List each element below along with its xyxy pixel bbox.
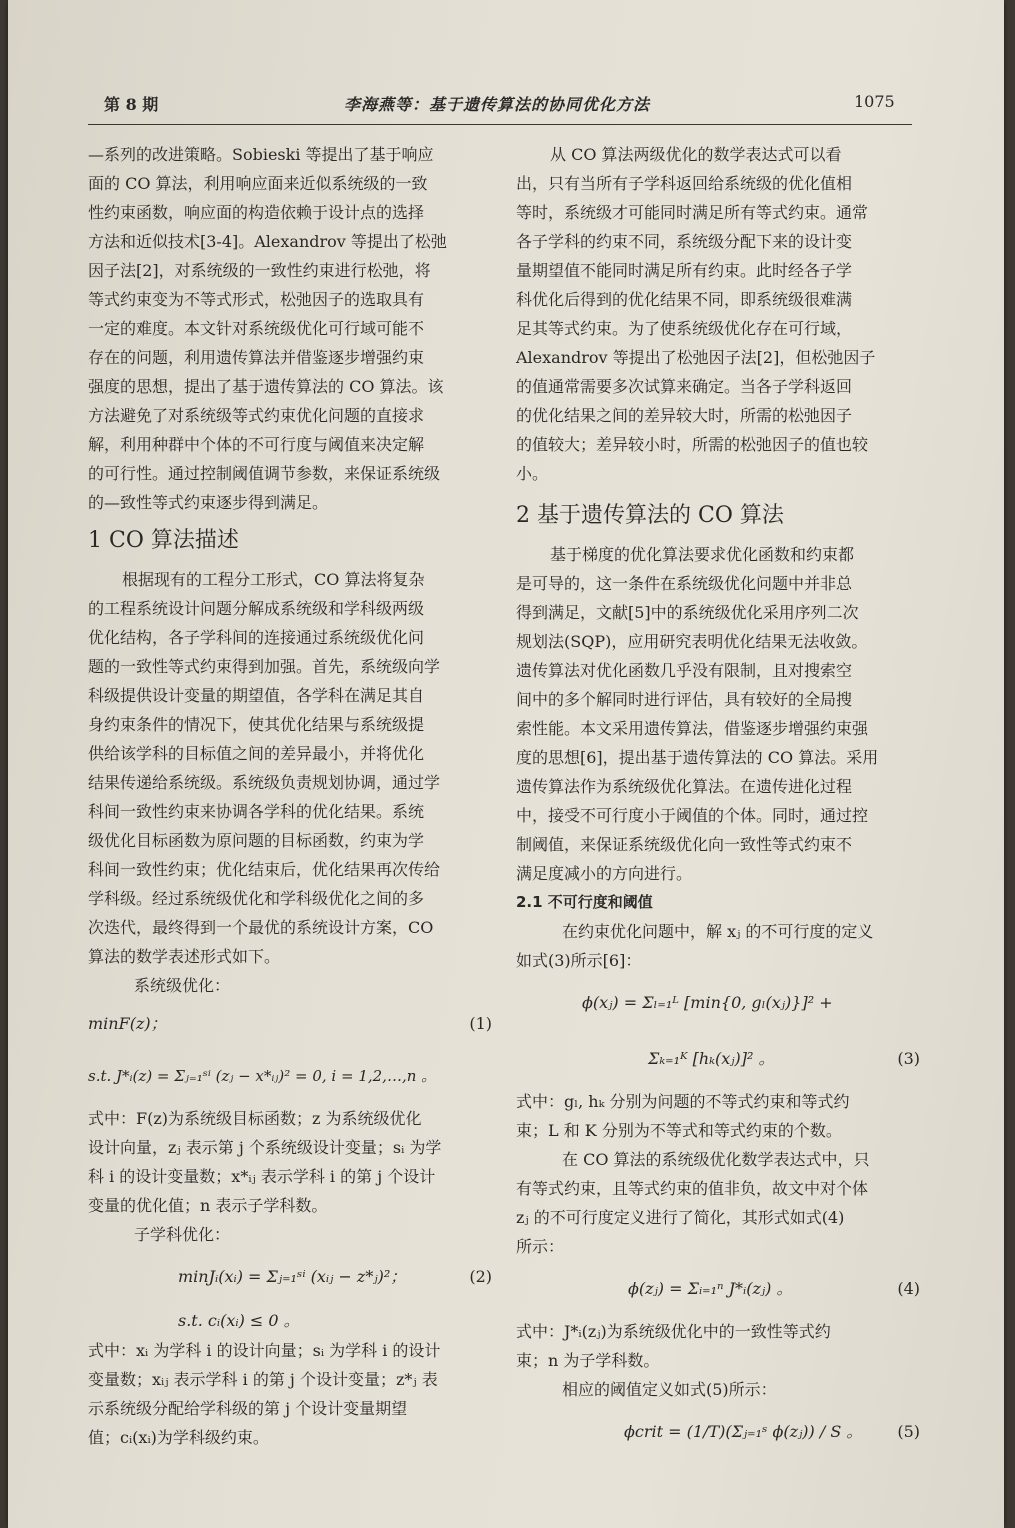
issue-number: 第 8 期 [104,95,159,114]
equation-3-number: (3) [897,1049,920,1068]
journal-page [8,0,1004,1528]
text-line: 相应的阈值定义如式(5)所示： [562,1380,777,1399]
text-line: 的值较大；差异较小时，所需的松弛因子的值也较 [516,435,869,454]
equation-1-text: minF(z)； [88,1014,167,1033]
text-line: 在约束优化问题中，解 xⱼ 的不可行度的定义 [562,922,874,941]
text-line: 的—致性等式约束逐步得到满足。 [88,493,329,512]
equation-2-number: (2) [469,1267,492,1286]
equation-4-text: ϕ(zⱼ) = Σᵢ₌₁ⁿ J*ᵢ(zⱼ) 。 [628,1279,793,1298]
text-line: 题的一致性等式约束得到加强。首先，系统级向学 [88,657,441,676]
system-level-label: 系统级优化： [134,976,231,995]
text-line: 因子法[2]，对系统级的一致性约束进行松弛，将 [88,261,431,280]
text-line: 式中：xᵢ 为学科 i 的设计向量；sᵢ 为学科 i 的设计 [88,1341,441,1360]
equation-2 [88,1249,498,1305]
text-line: 遗传算法对优化函数几乎没有限制，且对搜索空 [516,661,853,680]
text-line: 的值通常需要多次试算来确定。当各子学科返回 [516,377,853,396]
text-line: 学科级。经过系统级优化和学科级优化之间的多 [88,889,425,908]
text-line: 出，只有当所有子学科返回给系统级的优化值相 [516,174,853,193]
text-line: 供给该学科的目标值之间的差异最小，并将优化 [88,744,425,763]
text-line: 如式(3)所示[6]： [516,951,642,970]
text-line: 解，利用种群中个体的不可行度与阈值来决定解 [88,435,425,454]
text-line: 各子学科的约束不同，系统级分配下来的设计变 [516,232,853,251]
text-line: 强度的思想，提出了基于遗传算法的 CO 算法。该 [88,377,444,396]
subdiscipline-label: 子学科优化： [134,1225,231,1244]
text-line: 优化结构，各子学科间的连接通过系统级优化问 [88,628,425,647]
equation-5-number: (5) [897,1422,920,1441]
text-line: 变量数；xᵢⱼ 表示学科 i 的第 j 个设计变量；z*ⱼ 表 [88,1370,438,1389]
text-line: 有等式约束，且等式约束的值非负，故文中对个体 [516,1179,869,1198]
text-line: 次迭代，最终得到一个最优的系统设计方案，CO [88,918,434,937]
text-line: 方法和近似技术[3-4]。Alexandrov 等提出了松弛 [88,232,447,251]
running-title: 李海燕等：基于遗传算法的协同优化方法 [344,95,651,114]
text-line: 方法避免了对系统级等式约束优化问题的直接求 [88,406,425,425]
text-line: 规划法(SQP)，应用研究表明优化结果无法收敛。 [516,632,868,651]
text-line: 科优化后得到的优化结果不同，即系统级很难满 [516,290,853,309]
text-line: —系列的改进策略。Sobieski 等提出了基于响应 [88,145,434,164]
subsection-heading-2-1: 2.1 不可行度和阈值 [516,893,653,911]
text-line: 束；L 和 K 分别为不等式和等式约束的个数。 [516,1121,842,1140]
page-number: 1075 [854,92,895,111]
text-line: 中，接受不可行度小于阈值的个体。同时，通过控 [516,806,869,825]
text-line: 所示： [516,1237,565,1256]
text-line: 示系统级分配给学科级的第 j 个设计变量期望 [88,1399,408,1418]
text-line: 等式约束变为不等式形式，松弛因子的选取具有 [88,290,425,309]
equation-3-line-2 [516,1031,926,1087]
text-line: 科级提供设计变量的期望值，各学科在满足其自 [88,686,425,705]
text-line: 的优化结果之间的差异较大时，所需的松弛因子 [516,406,853,425]
text-line: 式中：gₗ, hₖ 分别为问题的不等式约束和等式约 [516,1092,850,1111]
text-line: 的可行性。通过控制阈值调节参数，来保证系统级 [88,464,441,483]
right-column [516,140,926,1460]
text-line: 存在的问题，利用遗传算法并借鉴逐步增强约束 [88,348,425,367]
header-rule [88,124,912,125]
text-line: 式中：F(z)为系统级目标函数；z 为系统级优化 [88,1109,422,1128]
equation-3-text: Σₖ₌₁ᴷ [hₖ(xⱼ)]² 。 [648,1049,775,1068]
text-line: 结果传递给系统级。系统级负责规划协调，通过学 [88,773,441,792]
text-line: 从 CO 算法两级优化的数学表达式可以看 [550,145,842,164]
text-line: 身约束条件的情况下，使其优化结果与系统级提 [88,715,425,734]
text-line: Alexandrov 等提出了松弛因子法[2]，但松弛因子 [516,348,876,367]
text-line: 算法的数学表述形式如下。 [88,947,281,966]
text-line: 是可导的，这一条件在系统级优化问题中并非总 [516,574,853,593]
text-line: 等时，系统级才可能同时满足所有等式约束。通常 [516,203,869,222]
equation-4 [516,1261,926,1317]
equation-1-number: (1) [469,1014,492,1033]
equation-5-text: ϕcrit = (1/T)(Σⱼ₌₁ˢ ϕ(zⱼ)) / S 。 [624,1422,863,1441]
equation-3-line-1: ϕ(xⱼ) = Σₗ₌₁ᴸ [min{0, gₗ(xⱼ)}]² + [582,993,833,1012]
text-line: 得到满足，文献[5]中的系统级优化采用序列二次 [516,603,859,622]
equation-1-constraint: s.t. J*ᵢ(z) = Σⱼ₌₁ˢⁱ (zⱼ − x*ᵢⱼ)² = 0, i = 1,2,…,n 。 [88,1067,437,1085]
text-line: 科间一致性约束；优化结束后，优化结果再次传给 [88,860,441,879]
text-line: 的工程系统设计问题分解成系统级和学科级两级 [88,599,425,618]
text-line: 面的 CO 算法，利用响应面来近似系统级的一致 [88,174,428,193]
text-line: 小。 [516,464,549,483]
text-line: 变量的优化值；n 表示子学科数。 [88,1196,328,1215]
text-line: 间中的多个解同时进行评估，具有较好的全局搜 [516,690,853,709]
text-line: 式中：J*ᵢ(zⱼ)为系统级优化中的一致性等式约 [516,1322,831,1341]
text-line: zⱼ 的不可行度定义进行了简化，其形式如式(4) [516,1208,845,1227]
equation-5 [516,1404,926,1460]
text-line: 科 i 的设计变量数；x*ᵢⱼ 表示学科 i 的第 j 个设计 [88,1167,436,1186]
text-line: 在 CO 算法的系统级优化数学表达式中，只 [562,1150,870,1169]
text-line: 度的思想[6]，提出基于遗传算法的 CO 算法。采用 [516,748,879,767]
text-line: 科间一致性约束来协调各学科的优化结果。系统 [88,802,425,821]
equation-2-text: minJᵢ(xᵢ) = Σⱼ₌₁ˢⁱ (xᵢⱼ − z*ⱼ)²； [178,1267,407,1286]
section-heading-1: 1 CO 算法描述 [88,528,239,553]
text-line: 索性能。本文采用遗传算法，借鉴逐步增强约束强 [516,719,869,738]
left-column [88,140,498,1452]
text-line: 基于梯度的优化算法要求优化函数和约束都 [550,545,855,564]
text-line: 足其等式约束。为了使系统级优化存在可行域， [516,319,853,338]
text-line: 量期望值不能同时满足所有约束。此时经各子学 [516,261,853,280]
text-line: 满足度减小的方向进行。 [516,864,693,883]
text-line: 级优化目标函数为原问题的目标函数，约束为学 [88,831,425,850]
equation-1-objective [88,1000,498,1048]
text-line: 束；n 为子学科数。 [516,1351,660,1370]
text-line: 设计向量，zⱼ 表示第 j 个系统级设计变量；sᵢ 为学 [88,1138,442,1157]
text-line: 根据现有的工程分工形式，CO 算法将复杂 [122,570,425,589]
text-line: 一定的难度。本文针对系统级优化可行域可能不 [88,319,425,338]
equation-2-constraint: s.t. cᵢ(xᵢ) ≤ 0 。 [178,1311,300,1330]
text-line: 制阈值，来保证系统级优化向一致性等式约束不 [516,835,853,854]
text-line: 值；cᵢ(xᵢ)为学科级约束。 [88,1428,269,1447]
equation-4-number: (4) [897,1279,920,1298]
text-line: 遗传算法作为系统级优化算法。在遗传进化过程 [516,777,853,796]
section-heading-2: 2 基于遗传算法的 CO 算法 [516,503,784,528]
text-line: 性约束函数，响应面的构造依赖于设计点的选择 [88,203,425,222]
